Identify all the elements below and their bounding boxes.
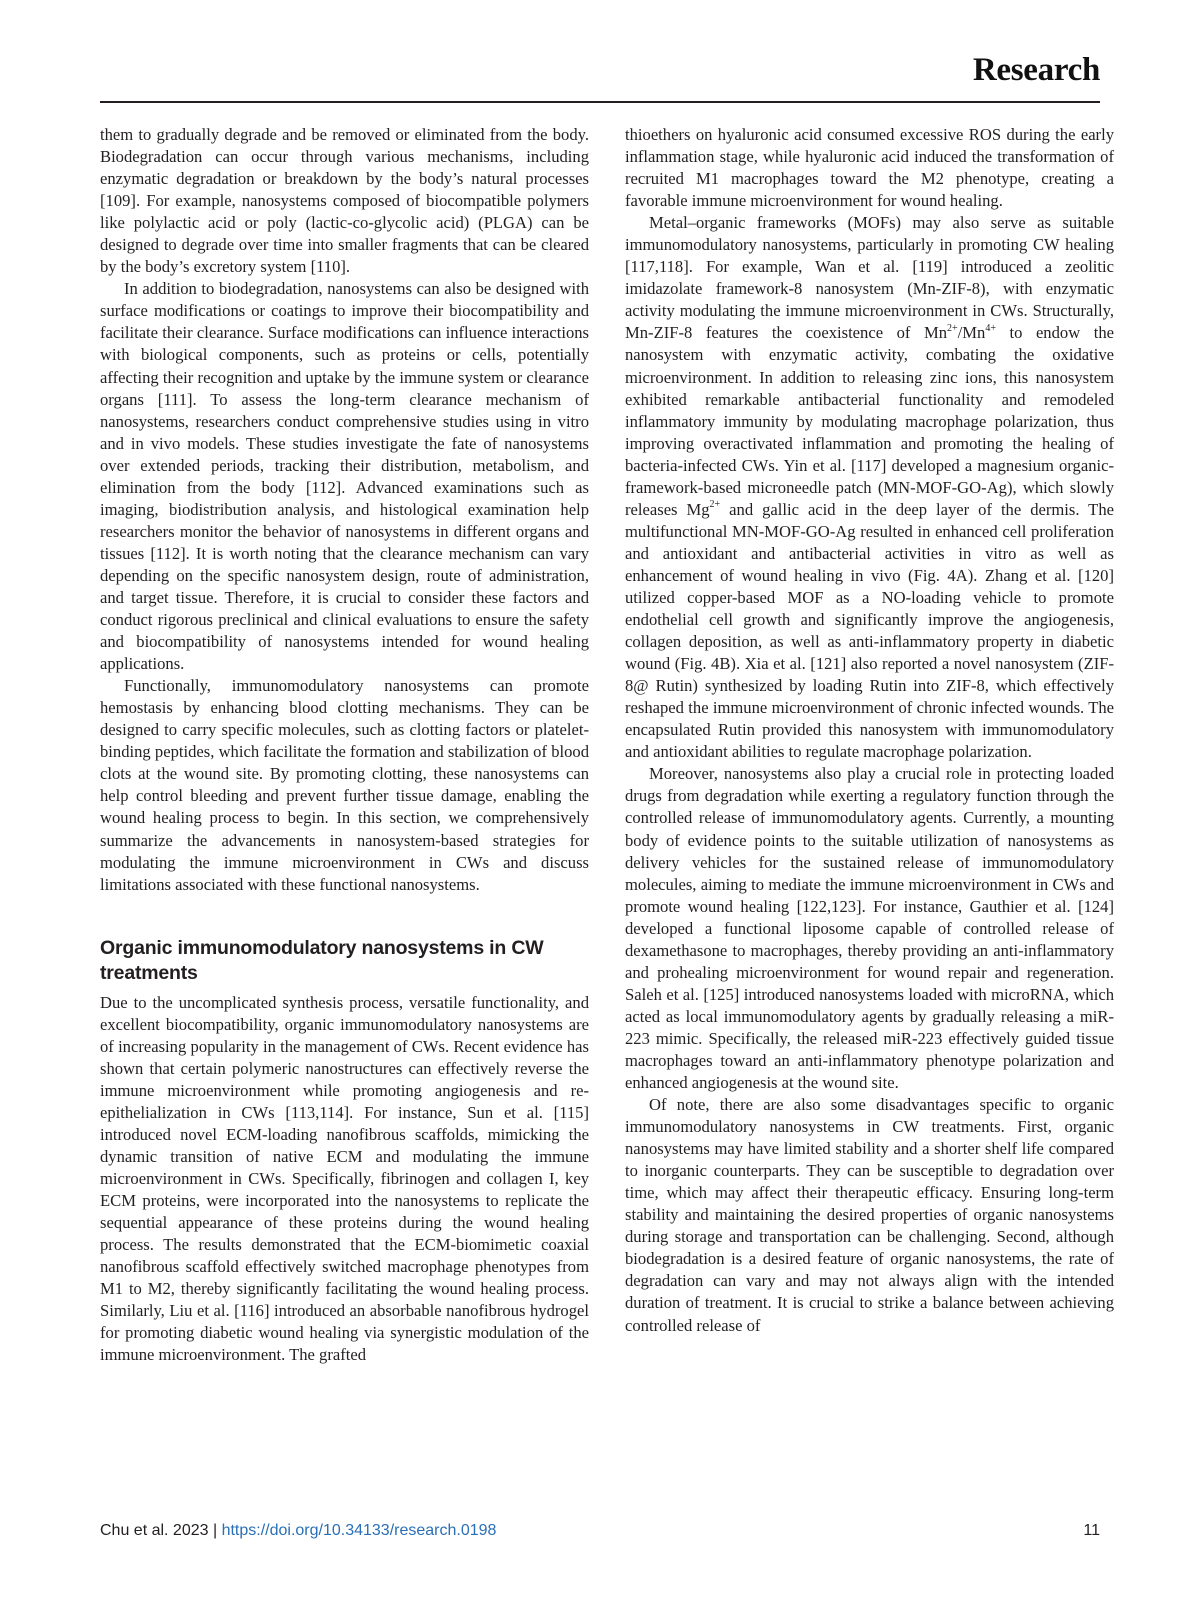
- citation-text: Chu et al. 2023 |: [100, 1522, 222, 1539]
- doi-link[interactable]: https://doi.org/10.34133/research.0198: [221, 1522, 497, 1539]
- right-column: [625, 124, 1114, 1337]
- header-divider: [100, 101, 1100, 103]
- body-paragraph: them to gradually degrade and be removed or eliminated from the body. Biodegradation can occur through various mechanisms, including enzymatic degradation or breakdown by the body’s natural processes [109]. For example, nanosystems composed of biocompatible polymers like polylactic acid or poly (lactic-co-glycolic acid) (PLGA) can be designed to degrade over time into smaller fragments that can be cleared by the body’s excretory system [110].: [100, 125, 589, 277]
- page-number: 11: [1083, 1522, 1100, 1539]
- footer-citation: [100, 1522, 496, 1540]
- body-paragraph: Functionally, immunomodulatory nanosystems can promote hemostasis by enhancing blood clotting mechanisms. They can be designed to carry specific molecules, such as clotting factors or platelet-binding peptides, which facilitate the formation and stabilization of blood clots at the wound site. By promoting clotting, these nanosystems can help control bleeding and prevent further tissue damage, enabling the wound healing process to begin. In this section, we comprehensively summarize the advancements in nanosystem-based strategies for modulating the immune microenvironment in CWs and discuss limitations associated with these functional nanosystems.: [100, 676, 589, 894]
- superscript: 2+: [947, 322, 958, 334]
- text-run: Metal–organic frameworks (MOFs) may also serve as suitable immunomodulatory nanosystems, particularly in promoting CW healing [117,118]. For example, Wan et al. [119] introduced a zeolitic imidazolate framework-8 nanosystem (Mn-ZIF-8), with enzymatic activity modulating the immune microenvironment in CWs. Structurally, Mn-ZIF-8 features the coexistence of Mn: [625, 213, 1114, 343]
- body-paragraph: In addition to biodegradation, nanosystems can also be designed with surface modifications or coatings to improve their biocompatibility and facilitate their clearance. Surface modifications can influence interactions with biological components, such as proteins or cells, potentially affecting their recognition and uptake by the immune system or clearance organs [111]. To assess the long-term clearance mechanism of nanosystems, researchers conduct comprehensive studies using in vitro and in vivo models. These studies investigate the fate of nanosystems over extended periods, tracking their distribution, metabolism, and elimination from the body [112]. Advanced examinations such as imaging, biodistribution analysis, and histological examination help researchers monitor the behavior of nanosystems in different organs and tissues [112]. It is worth noting that the clearance mechanism can vary depending on the specific nanosystem design, route of administration, and target tissue. Therefore, it is crucial to consider these factors and conduct rigorous preclinical and clinical evaluations to ensure the safety and biocompatibility of nanosystems intended for wound healing applications.: [100, 279, 589, 674]
- section-heading: Organic immunomodulatory nanosystems in CW treatments: [100, 936, 544, 984]
- body-paragraph: Due to the uncomplicated synthesis process, versatile functionality, and excellent biocompatibility, organic immunomodulatory nanosystems are of increasing popularity in the management of CWs. Recent evidence has shown that certain polymeric nanostructures can effectively reverse the immune microenvironment while promoting angiogenesis and re-epithelialization in CWs [113,114]. For instance, Sun et al. [115] introduced novel ECM-loading nanofibrous scaffolds, mimicking the dynamic transition of native ECM and modulating the immune microenvironment in CWs. Specifically, fibrinogen and collagen I, key ECM proteins, were incorporated into the nanosystems to replicate the sequential appearance of these proteins during the wound healing process. The results demonstrated that the ECM-biomimetic coaxial nanofibrous scaffold effectively switched macrophage phenotypes from M1 to M2, thereby significantly facilitating the wound healing process. Similarly, Liu et al. [116] introduced an absorbable nanofibrous hydrogel for promoting diabetic wound healing via synergistic modulation of the immune microenvironment. The grafted: [100, 992, 589, 1365]
- body-paragraph: Moreover, nanosystems also play a crucial role in protecting loaded drugs from degradation while exerting a regulatory function through the controlled release of immunomodulatory agents. Currently, a mounting body of evidence points to the suitable utilization of nanosystems as delivery vehicles for the sustained release of immunomodulatory molecules, aiming to mediate the immune microenvironment in CWs and promote wound healing [122,123]. For instance, Gauthier et al. [124] developed a functional liposome capable of controlled release of dexamethasone to macrophages, thereby providing an anti-inflammatory and prohealing microenvironment for wound repair and regeneration. Saleh et al. [125] introduced nanosystems loaded with microRNA, which acted as local immunomodulatory agents by gradually releasing a miR-223 mimic. Specifically, the released miR-223 effectively guided tissue macrophages toward an anti-inflammatory phenotype polarization and enhanced angiogenesis at the wound site.: [625, 764, 1114, 1093]
- left-column: [100, 124, 589, 1366]
- superscript: 2+: [709, 499, 721, 511]
- body-paragraph: [625, 212, 1114, 763]
- text-run: /Mn: [957, 323, 986, 343]
- body-paragraph: Of note, there are also some disadvantages specific to organic immunomodulatory nanosystems in CW treatments. First, organic nanosystems may have limited stability and a shorter shelf life compared to inorganic counterparts. They can be susceptible to degradation over time, which may affect their therapeutic efficacy. Ensuring long-term stability and maintaining the desired properties of organic nanosystems during storage and transportation can be challenging. Second, although biodegradation is a desired feature of organic nanosystems, the rate of degradation can vary and may not always align with the intended duration of treatment. It is crucial to strike a balance between achieving controlled release of: [625, 1095, 1114, 1335]
- journal-title: Research: [972, 52, 1100, 88]
- body-paragraph: thioethers on hyaluronic acid consumed excessive ROS during the early inflammation stage, while hyaluronic acid induced the transformation of recruited M1 macrophages toward the M2 phenotype, creating a favorable immune microenvironment for wound healing.: [625, 125, 1114, 211]
- text-run: to endow the nanosystem with enzymatic activity, combating the oxidative microenvironment. In addition to releasing zinc ions, this nanosystem exhibited remarkable antibacterial functionality and remodeled inflammatory immunity by modulating macrophage polarization, thus improving overactivated inflammation and promoting the healing of bacteria-infected CWs. Yin et al. [117] developed a magnesium organic-framework-based microneedle patch (MN-MOF-GO-Ag), which slowly releases Mg: [625, 323, 1114, 519]
- superscript: 4+: [985, 322, 996, 334]
- text-run: and gallic acid in the deep layer of the dermis. The multifunctional MN-MOF-GO-Ag resulted in enhanced cell proliferation and antioxidant and antibacterial activities in vitro as well as enhancement of wound healing in vivo (Fig. 4A). Zhang et al. [120] utilized copper-based MOF as a NO-loading vehicle to promote endothelial cell growth and significantly improve the angiogenesis, collagen deposition, as well as anti-inflammatory property in diabetic wound (Fig. 4B). Xia et al. [121] also reported a novel nanosystem (ZIF-8@ Rutin) synthesized by loading Rutin into ZIF-8, which effectively reshaped the immune microenvironment of chronic infected wounds. The encapsulated Rutin provided this nanosystem with immunomodulatory and antioxidant abilities to regulate macrophage polarization.: [625, 499, 1114, 762]
